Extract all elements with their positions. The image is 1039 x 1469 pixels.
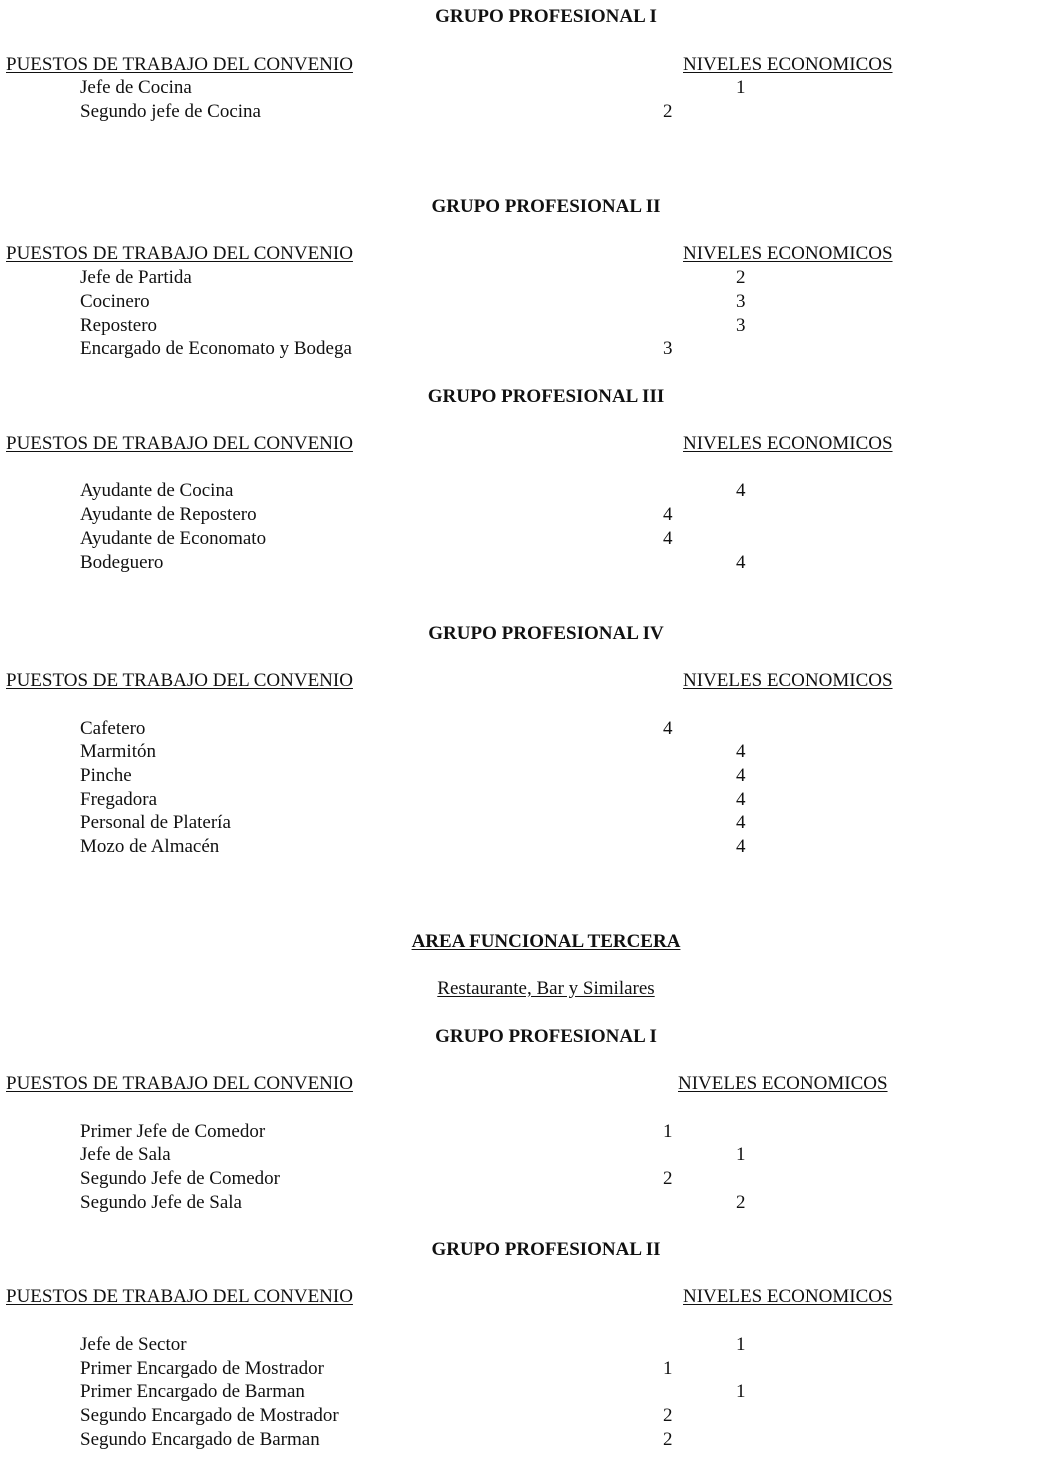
job-title: Encargado de Economato y Bodega	[80, 338, 352, 359]
job-title: Jefe de Partida	[80, 267, 192, 288]
economic-level: 4	[736, 836, 746, 857]
job-title: Segundo Jefe de Comedor	[80, 1168, 280, 1189]
job-title: Segundo Encargado de Barman	[80, 1429, 320, 1450]
economic-level: 2	[736, 1192, 746, 1213]
job-title: Personal de Platería	[80, 812, 231, 833]
column-header-positions: PUESTOS DE TRABAJO DEL CONVENIO	[6, 433, 353, 454]
economic-level: 1	[736, 77, 746, 98]
economic-level: 4	[663, 504, 673, 525]
economic-level: 4	[736, 765, 746, 786]
group-title: GRUPO PROFESIONAL II	[431, 1239, 661, 1260]
column-header-levels: NIVELES ECONOMICOS	[683, 1286, 893, 1307]
job-title: Cafetero	[80, 718, 146, 739]
column-header-levels: NIVELES ECONOMICOS	[683, 54, 893, 75]
economic-level: 2	[663, 1405, 673, 1426]
column-header-levels: NIVELES ECONOMICOS	[683, 433, 893, 454]
job-title: Marmitón	[80, 741, 156, 762]
economic-level: 4	[736, 812, 746, 833]
column-header-levels: NIVELES ECONOMICOS	[678, 1073, 888, 1094]
column-header-positions: PUESTOS DE TRABAJO DEL CONVENIO	[6, 243, 353, 264]
job-title: Ayudante de Repostero	[80, 504, 257, 525]
economic-level: 1	[663, 1358, 673, 1379]
column-header-levels: NIVELES ECONOMICOS	[683, 243, 893, 264]
job-title: Primer Jefe de Comedor	[80, 1121, 266, 1142]
economic-level: 1	[663, 1121, 673, 1142]
economic-level: 3	[736, 315, 746, 336]
economic-level: 4	[736, 789, 746, 810]
economic-level: 2	[663, 1168, 673, 1189]
job-title: Segundo Encargado de Mostrador	[80, 1405, 339, 1426]
column-header-positions: PUESTOS DE TRABAJO DEL CONVENIO	[6, 54, 353, 75]
group-title: GRUPO PROFESIONAL IV	[428, 623, 664, 644]
economic-level: 4	[736, 480, 746, 501]
column-header-positions: PUESTOS DE TRABAJO DEL CONVENIO	[6, 1073, 353, 1094]
area-title: AREA FUNCIONAL TERCERA	[411, 931, 681, 952]
economic-level: 4	[736, 741, 746, 762]
job-title: Primer Encargado de Mostrador	[80, 1358, 324, 1379]
job-title: Ayudante de Cocina	[80, 480, 234, 501]
column-header-positions: PUESTOS DE TRABAJO DEL CONVENIO	[6, 670, 353, 691]
job-title: Ayudante de Economato	[80, 528, 267, 549]
group-title: GRUPO PROFESIONAL I	[435, 6, 657, 27]
economic-level: 1	[736, 1144, 746, 1165]
economic-level: 2	[736, 267, 746, 288]
economic-level: 2	[663, 101, 673, 122]
group-title: GRUPO PROFESIONAL I	[435, 1026, 657, 1047]
economic-level: 3	[663, 338, 673, 359]
job-title: Jefe de Cocina	[80, 77, 192, 98]
group-title: GRUPO PROFESIONAL III	[427, 386, 665, 407]
job-title: Fregadora	[80, 789, 158, 810]
economic-level: 4	[663, 718, 673, 739]
job-title: Pinche	[80, 765, 132, 786]
area-subtitle: Restaurante, Bar y Similares	[437, 978, 655, 999]
column-header-levels: NIVELES ECONOMICOS	[683, 670, 893, 691]
job-title: Cocinero	[80, 291, 150, 312]
group-title: GRUPO PROFESIONAL II	[431, 196, 661, 217]
column-header-positions: PUESTOS DE TRABAJO DEL CONVENIO	[6, 1286, 353, 1307]
economic-level: 4	[663, 528, 673, 549]
job-title: Mozo de Almacén	[80, 836, 220, 857]
economic-level: 2	[663, 1429, 673, 1450]
economic-level: 1	[736, 1381, 746, 1402]
job-title: Segundo jefe de Cocina	[80, 101, 261, 122]
job-title: Segundo Jefe de Sala	[80, 1192, 242, 1213]
job-title: Jefe de Sala	[80, 1144, 171, 1165]
economic-level: 3	[736, 291, 746, 312]
job-title: Jefe de Sector	[80, 1334, 187, 1355]
job-title: Repostero	[80, 315, 158, 336]
economic-level: 1	[736, 1334, 746, 1355]
job-title: Bodeguero	[80, 552, 164, 573]
job-title: Primer Encargado de Barman	[80, 1381, 305, 1402]
economic-level: 4	[736, 552, 746, 573]
